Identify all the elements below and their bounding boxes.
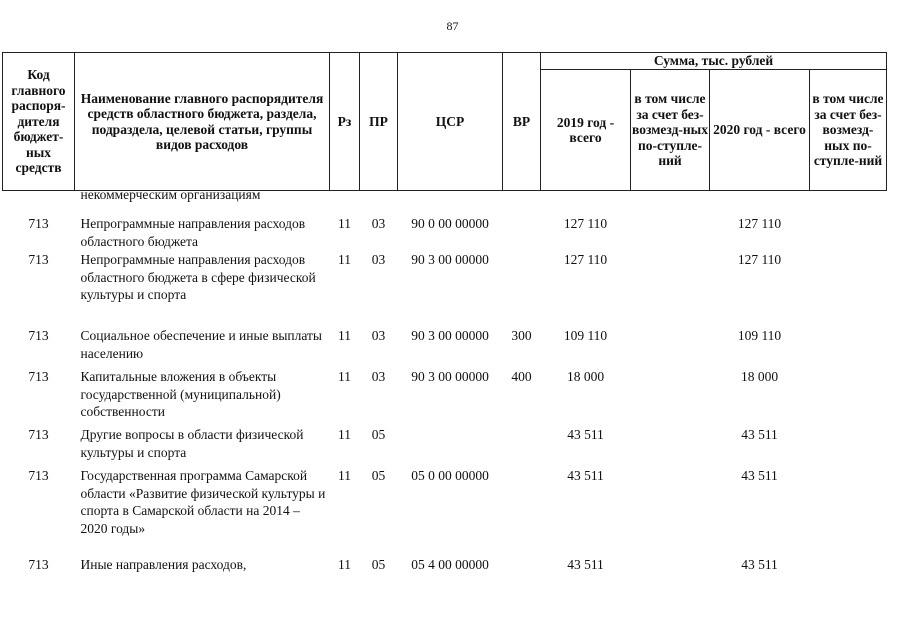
row-name: Капитальные вложения в объекты государственной (муниципальной) собственности	[80, 369, 281, 419]
row-code: 713	[28, 369, 49, 384]
row-csr: 90 3 00 00000	[411, 252, 489, 267]
row-2020-free	[810, 426, 887, 467]
row-2019-free	[631, 556, 710, 578]
row-rz: 11	[338, 216, 351, 231]
table-row	[3, 327, 887, 368]
row-2019-free	[631, 327, 710, 368]
header-vr: ВР	[503, 53, 541, 191]
row-2020-total: 109 110	[737, 328, 782, 343]
row-code: 713	[28, 328, 49, 343]
table-row	[3, 368, 887, 426]
budget-table	[2, 52, 887, 578]
page-number: 87	[446, 19, 459, 33]
row-2019-total: 43 511	[567, 468, 604, 483]
row-2019-free	[631, 368, 710, 426]
row-name: Непрограммные направления расходов областного бюджета в сфере физической культуры и спорта	[80, 252, 316, 302]
row-csr: 90 3 00 00000	[411, 369, 489, 384]
row-vr	[503, 426, 541, 467]
row-pr: 03	[371, 252, 386, 267]
row-rz: 11	[338, 557, 351, 572]
row-vr: 300	[511, 328, 532, 343]
row-2020-total: 18 000	[740, 369, 779, 384]
row-csr: 05 0 00 00000	[411, 468, 489, 483]
row-2019-total: 43 511	[567, 427, 604, 442]
row-2019-free	[631, 467, 710, 556]
row-pr: 05	[371, 427, 386, 442]
row-2019-free	[631, 251, 710, 327]
row-rz: 11	[338, 427, 351, 442]
row-code: 713	[28, 557, 49, 572]
header-csr: ЦСР	[398, 53, 503, 191]
row-pr: 03	[371, 216, 386, 231]
table-row	[3, 467, 887, 556]
row-name: Государственная программа Самарской области «Развитие физической культуры и спорта в Самарской области на 2014 – 2020 годы»	[80, 468, 326, 536]
row-code: 713	[28, 252, 49, 267]
header-sum: Сумма, тыс. рублей	[541, 53, 887, 70]
table-row	[3, 426, 887, 467]
table-row	[3, 209, 887, 251]
header-2020-total: 2020 год - всего	[710, 70, 810, 191]
row-rz: 11	[338, 468, 351, 483]
row-2020-total: 43 511	[741, 557, 778, 572]
row-2020-free	[810, 467, 887, 556]
row-2020-free	[810, 556, 887, 578]
header-pr: ПР	[360, 53, 398, 191]
row-2020-total: 43 511	[741, 427, 778, 442]
row-pr: 05	[371, 468, 386, 483]
row-2020-free	[810, 368, 887, 426]
row-name: Социальное обеспечение и иные выплаты населению	[80, 328, 322, 361]
row-code: 713	[28, 468, 49, 483]
row-2020-total: 127 110	[737, 216, 782, 231]
row-code: 713	[28, 216, 49, 231]
row-code: 713	[28, 427, 49, 442]
row-rz: 11	[338, 328, 351, 343]
header-2019-free: в том числе за счет без-возмезд-ных по-ступле-ний	[631, 70, 710, 191]
row-csr: 05 4 00 00000	[411, 557, 489, 572]
header-2020-free: в том числе за счет без-возмезд-ных по-ступле-ний	[810, 70, 887, 191]
row-name: Непрограммные направления расходов областного бюджета	[80, 216, 306, 249]
row-2019-total: 127 110	[563, 216, 608, 231]
row-pr: 03	[371, 369, 386, 384]
row-2020-total: 127 110	[737, 252, 782, 267]
row-name: Другие вопросы в области физической культуры и спорта	[80, 427, 304, 460]
row-pr: 05	[371, 557, 386, 572]
row-rz: 11	[338, 252, 351, 267]
row-csr: 90 3 00 00000	[411, 328, 489, 343]
row-2020-free	[810, 209, 887, 251]
row-2019-total: 43 511	[567, 557, 604, 572]
row-pr: 03	[371, 328, 386, 343]
table-row	[3, 251, 887, 327]
row-csr: 90 0 00 00000	[411, 216, 489, 231]
table-row	[3, 556, 887, 578]
row-vr	[503, 251, 541, 327]
row-2020-free	[810, 327, 887, 368]
row-2020-total: 43 511	[741, 468, 778, 483]
row-2020-free	[810, 251, 887, 327]
row-vr	[503, 467, 541, 556]
row-2019-total: 109 110	[563, 328, 608, 343]
continuation-row	[3, 191, 887, 210]
row-2019-free	[631, 209, 710, 251]
header-code: Код главного распоря-дителя бюджет-ных средств	[3, 53, 75, 191]
row-2019-total: 18 000	[566, 369, 605, 384]
header-rz: Рз	[330, 53, 360, 191]
row-name: Иные направления расходов,	[80, 557, 247, 572]
row-vr	[503, 556, 541, 578]
header-name: Наименование главного распорядителя средств областного бюджета, раздела, подраздела, целевой статьи, группы видов расходов	[75, 53, 330, 191]
row-vr	[503, 209, 541, 251]
row-2019-free	[631, 426, 710, 467]
row-vr: 400	[511, 369, 532, 384]
row-2019-total: 127 110	[563, 252, 608, 267]
row-csr	[398, 426, 503, 467]
continuation-text: некоммерческим организациям	[80, 187, 261, 202]
row-rz: 11	[338, 369, 351, 384]
header-2019-total: 2019 год - всего	[541, 70, 631, 191]
